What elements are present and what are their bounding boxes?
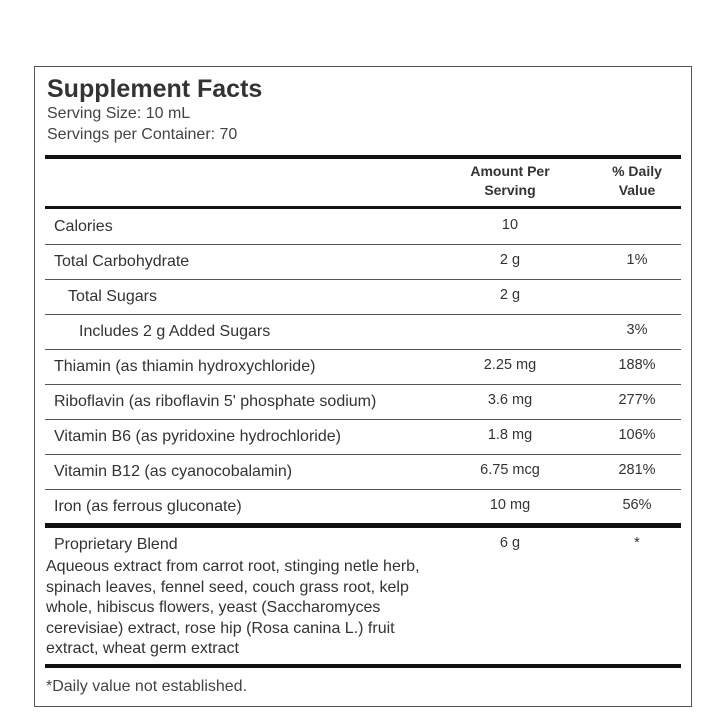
dv-header-line2: Value bbox=[618, 182, 656, 198]
nutrient-label: Total Sugars bbox=[68, 288, 157, 305]
row-divider bbox=[45, 349, 681, 350]
serving-size: Serving Size: 10 mL bbox=[47, 105, 191, 122]
row-divider bbox=[45, 454, 681, 455]
nutrient-daily-value: 3% bbox=[626, 322, 648, 338]
blend-thick-rule bbox=[45, 523, 681, 528]
header-thick-rule bbox=[45, 206, 681, 209]
nutrient-amount: 2.25 mg bbox=[483, 357, 537, 373]
daily-value-header bbox=[577, 162, 697, 200]
nutrient-label: Calories bbox=[54, 218, 113, 235]
blend-amount: 6 g bbox=[499, 535, 521, 551]
nutrient-daily-value: 188% bbox=[618, 357, 656, 373]
row-divider bbox=[45, 314, 681, 315]
nutrient-label: Iron (as ferrous gluconate) bbox=[54, 498, 242, 515]
nutrient-label: Thiamin (as thiamin hydroxychloride) bbox=[54, 358, 316, 375]
nutrient-label: Vitamin B6 (as pyridoxine hydrochloride) bbox=[54, 428, 341, 445]
nutrient-amount: 10 mg bbox=[489, 497, 531, 513]
nutrient-daily-value: 277% bbox=[618, 392, 656, 408]
nutrient-daily-value: 56% bbox=[622, 497, 652, 513]
dv-header-line1: % Daily bbox=[612, 163, 662, 179]
nutrient-amount: 2 g bbox=[499, 252, 521, 268]
row-divider bbox=[45, 279, 681, 280]
blend-daily-value: * bbox=[634, 535, 640, 551]
row-divider bbox=[45, 384, 681, 385]
nutrient-amount: 6.75 mcg bbox=[480, 462, 540, 478]
top-thick-rule bbox=[45, 155, 681, 159]
supplement-facts-panel bbox=[34, 66, 692, 707]
nutrient-label: Vitamin B12 (as cyanocobalamin) bbox=[54, 463, 293, 480]
nutrient-amount: 10 bbox=[501, 217, 519, 233]
servings-per-container: Servings per Container: 70 bbox=[47, 126, 238, 143]
row-divider bbox=[45, 244, 681, 245]
nutrient-label: Riboflavin (as riboflavin 5' phosphate sodium) bbox=[54, 393, 377, 410]
nutrient-daily-value: 281% bbox=[618, 462, 656, 478]
nutrient-label: Includes 2 g Added Sugars bbox=[79, 323, 271, 340]
footnote-thick-rule bbox=[45, 664, 681, 668]
footnote: *Daily value not established. bbox=[46, 678, 248, 695]
nutrient-amount: 3.6 mg bbox=[487, 392, 533, 408]
nutrient-amount: 1.8 mg bbox=[487, 427, 533, 443]
nutrient-amount: 2 g bbox=[499, 287, 521, 303]
panel-title: Supplement Facts bbox=[47, 75, 263, 103]
amount-per-serving-header bbox=[450, 162, 570, 200]
amount-header-line2: Serving bbox=[484, 182, 536, 198]
nutrient-daily-value: 106% bbox=[618, 427, 656, 443]
amount-header-line1: Amount Per bbox=[470, 163, 550, 179]
row-divider bbox=[45, 489, 681, 490]
nutrient-daily-value: 1% bbox=[626, 252, 648, 268]
blend-description: Aqueous extract from carrot root, stinging netle herb, spinach leaves, fennel seed, couch grass root, kelp whole, hibiscus flowers, yeast (Saccharomyces cerevisiae) extract, rose hip (Rosa canina L.) fruit extract, wheat germ extract bbox=[46, 558, 420, 657]
blend-label: Proprietary Blend bbox=[54, 536, 178, 553]
nutrient-label: Total Carbohydrate bbox=[54, 253, 190, 270]
row-divider bbox=[45, 419, 681, 420]
